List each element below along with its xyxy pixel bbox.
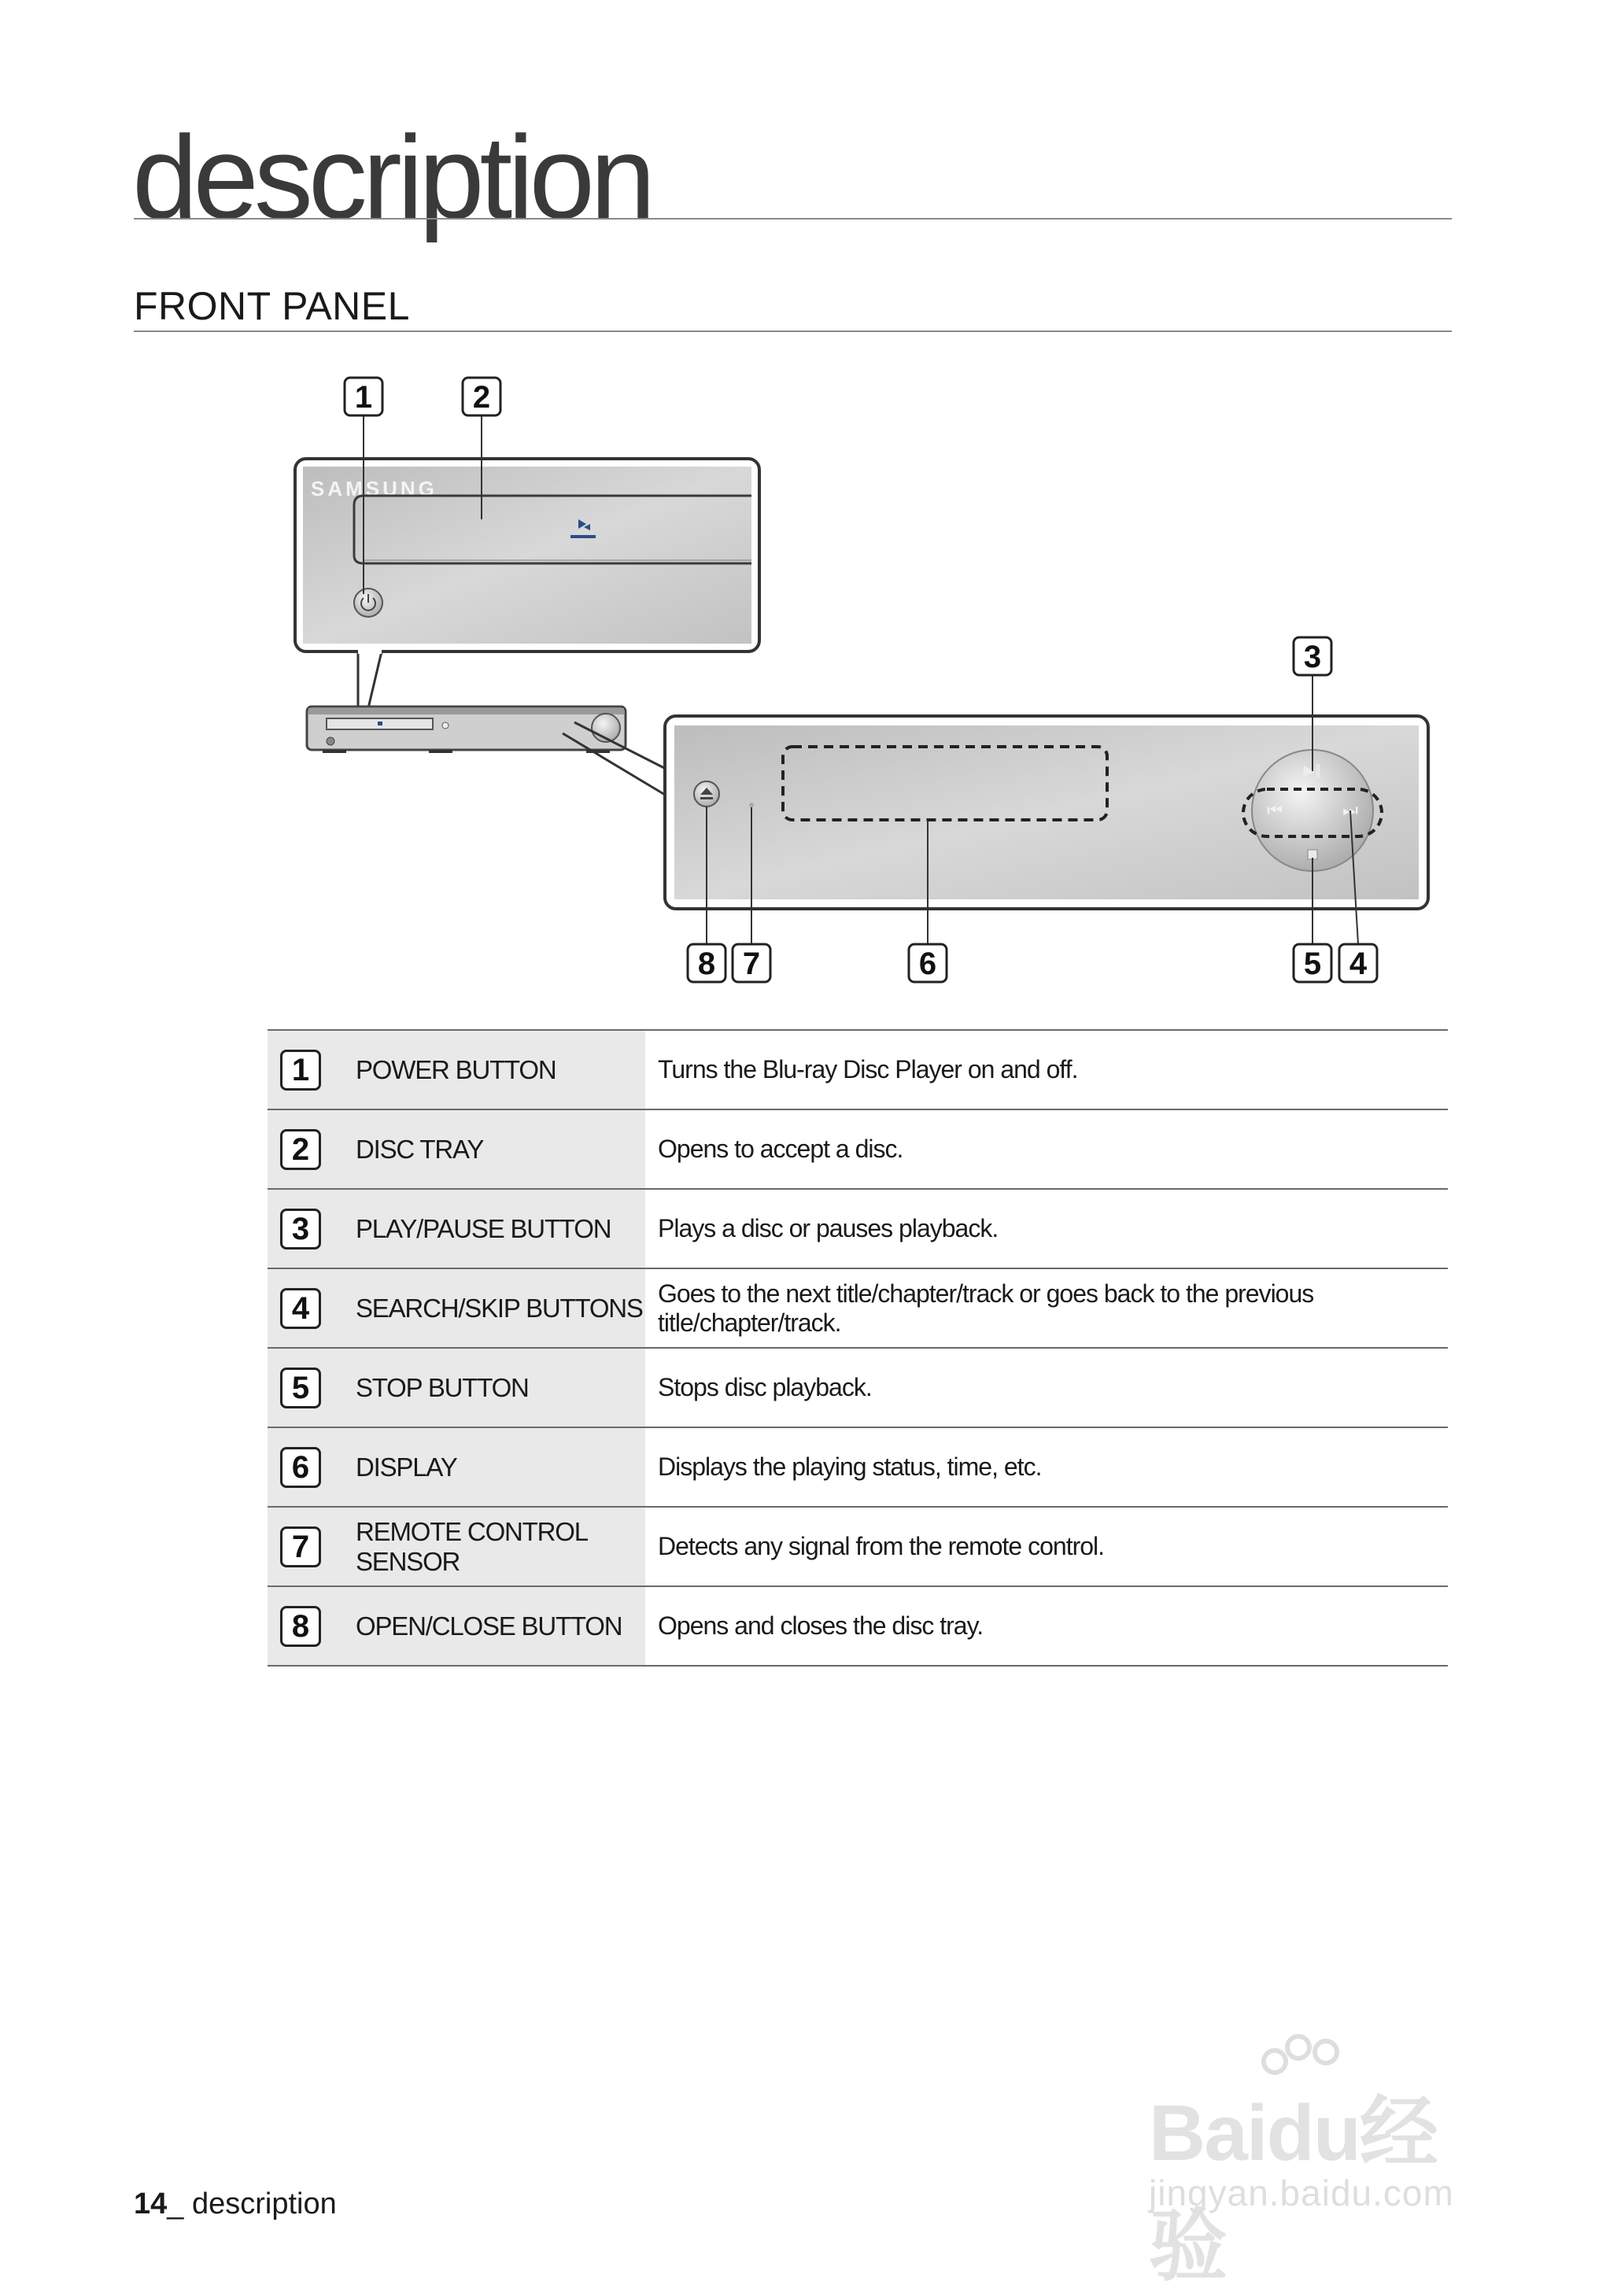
- device-thumbnail: [307, 707, 626, 753]
- part-description: Stops disc playback.: [645, 1348, 1448, 1427]
- front-panel-diagram: [0, 0, 1606, 1023]
- watermark: [1133, 2030, 1511, 2290]
- part-description: Detects any signal from the remote control.: [645, 1507, 1448, 1586]
- part-number: 6: [280, 1447, 321, 1488]
- skip-back-icon: ⏮: [1267, 800, 1283, 820]
- remote-sensor: [749, 803, 754, 807]
- part-number: 3: [280, 1209, 321, 1250]
- table-row: [268, 1109, 1448, 1189]
- callout-4: [1339, 944, 1377, 982]
- page-number: 14: [134, 2187, 168, 2220]
- callout-5: [1294, 944, 1331, 982]
- watermark-main: Baidu经验: [1149, 2089, 1437, 2290]
- part-name: POWER BUTTON: [334, 1030, 645, 1109]
- part-name: DISPLAY: [334, 1427, 645, 1507]
- callout-7: [733, 944, 770, 982]
- callout-2: [463, 378, 500, 415]
- part-number: 5: [280, 1368, 321, 1408]
- part-name: PLAY/PAUSE BUTTON: [334, 1189, 645, 1268]
- part-number: 7: [280, 1526, 321, 1567]
- left-zoom-panel: [295, 459, 759, 708]
- table-row: [268, 1586, 1448, 1666]
- table-row: [268, 1268, 1448, 1348]
- skip-forward-icon: ⏭: [1342, 800, 1358, 820]
- part-number: 8: [280, 1606, 321, 1647]
- samsung-logo: SAMSUNG: [311, 477, 437, 500]
- svg-text:5: 5: [1303, 947, 1322, 981]
- table-row: [268, 1348, 1448, 1427]
- part-number: 4: [280, 1288, 321, 1329]
- table-row: [268, 1189, 1448, 1268]
- parts-table: [268, 1029, 1448, 1667]
- part-description: Displays the playing status, time, etc.: [645, 1427, 1448, 1507]
- callout-8: [688, 944, 725, 982]
- page-title: description: [132, 111, 652, 243]
- svg-text:8: 8: [697, 947, 716, 981]
- callout-3: [1294, 637, 1331, 675]
- part-description: Goes to the next title/chapter/track or goes back to the previous title/chapter/track.: [645, 1268, 1448, 1348]
- section-title: FRONT PANEL: [134, 284, 410, 328]
- part-name: OPEN/CLOSE BUTTON: [334, 1586, 645, 1666]
- part-number: 2: [280, 1129, 321, 1170]
- part-number: 1: [280, 1050, 321, 1091]
- watermark-url: jingyan.baidu.com: [1149, 2172, 1454, 2213]
- table-row: [268, 1427, 1448, 1507]
- part-name: STOP BUTTON: [334, 1348, 645, 1427]
- svg-text:6: 6: [918, 947, 937, 981]
- part-description: Opens to accept a disc.: [645, 1109, 1448, 1189]
- part-name: SEARCH/SKIP BUTTONS: [334, 1268, 645, 1348]
- table-row: [268, 1030, 1448, 1109]
- play-pause-icon: ▶∥: [1303, 762, 1322, 778]
- svg-text:1: 1: [354, 380, 373, 415]
- part-description: Turns the Blu-ray Disc Player on and off.: [645, 1030, 1448, 1109]
- footer-label: _ description: [167, 2187, 337, 2220]
- callout-1: [345, 378, 382, 415]
- part-description: Plays a disc or pauses playback.: [645, 1189, 1448, 1268]
- part-name: REMOTE CONTROL SENSOR: [334, 1507, 645, 1586]
- callout-6: [909, 944, 947, 982]
- part-name: DISC TRAY: [334, 1109, 645, 1189]
- part-description: Opens and closes the disc tray.: [645, 1586, 1448, 1666]
- svg-text:7: 7: [742, 947, 761, 981]
- power-icon: [354, 589, 382, 617]
- page-footer: [134, 2187, 337, 2221]
- svg-text:2: 2: [472, 380, 491, 415]
- eject-icon: [694, 781, 719, 807]
- table-row: [268, 1507, 1448, 1586]
- svg-text:4: 4: [1349, 947, 1368, 981]
- svg-text:3: 3: [1303, 640, 1322, 674]
- right-zoom-panel: [665, 716, 1428, 909]
